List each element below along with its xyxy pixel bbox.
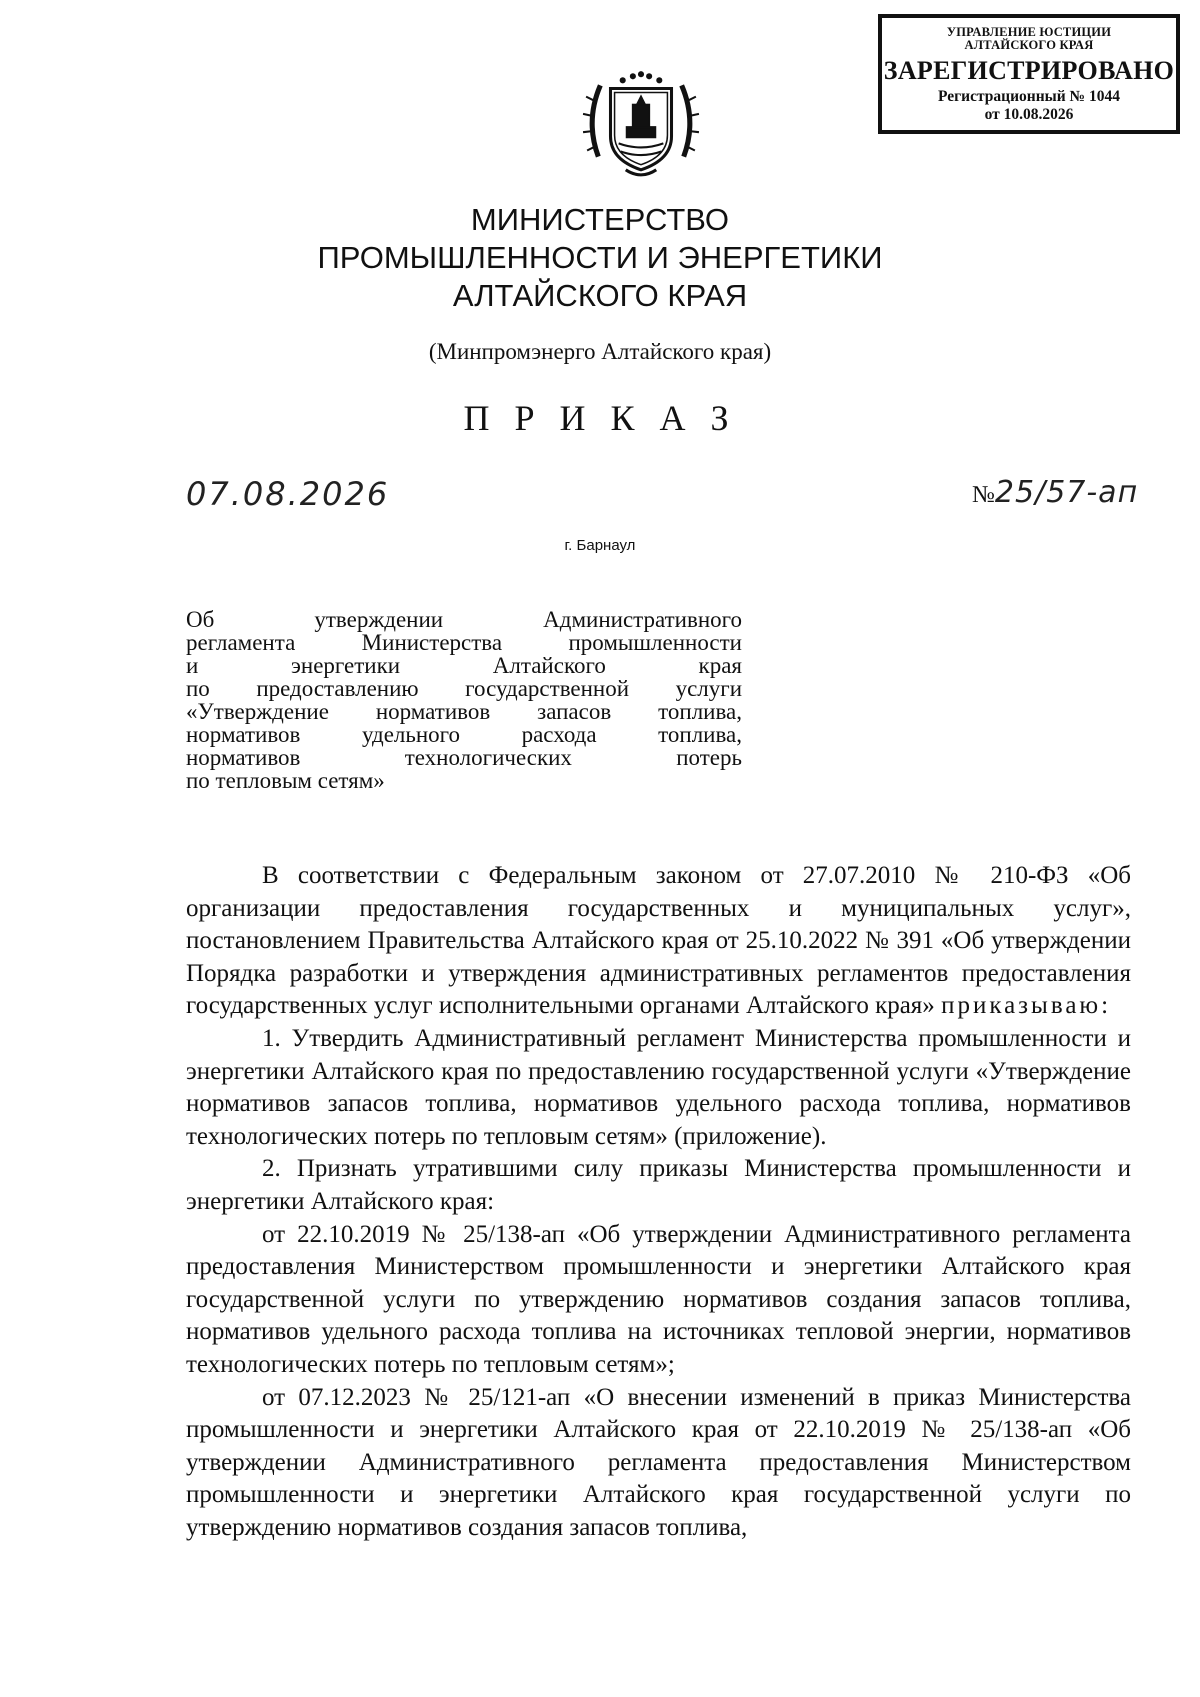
order-subject bbox=[186, 608, 742, 792]
stamp-reg-number: Регистрационный № 1044 bbox=[938, 88, 1120, 105]
ministry-title-line3: АЛТАЙСКОГО КРАЯ bbox=[452, 278, 748, 313]
subject-line: по тепловым сетям» bbox=[186, 768, 385, 793]
subject-line: нормативов технологических потерь bbox=[186, 745, 742, 770]
order-number-handwritten: 25/57-ап bbox=[994, 475, 1139, 510]
repealed-order-1-paragraph: от 22.10.2019 № 25/138-ап «Об утверждении Административного регламента предоставления Министерством промышленности и энергетики Алтайского края государственной услуги по утверждению нормативов создания запасов топлива, нормативов удельного расхода топлива на источниках тепловой энергии, нормативов технологических потерь по тепловым сетям»; bbox=[186, 1220, 1131, 1378]
stamp-status: ЗАРЕГИСТРИРОВАНО bbox=[883, 56, 1175, 85]
coat-of-arms-icon bbox=[580, 60, 702, 182]
subject-line: и энергетики Алтайского края bbox=[186, 653, 742, 678]
order-body bbox=[186, 860, 1131, 1544]
registration-stamp bbox=[878, 14, 1180, 134]
document-type-title: П Р И К А З bbox=[463, 398, 737, 438]
clause-1-paragraph: 1. Утвердить Административный регламент Министерства промышленности и энергетики Алтайского края по предоставлению государственной услуги «Утверждение нормативов запасов топлива, нормативов удельного расхода топлива, нормативов технологических потерь по тепловым сетям» (приложение). bbox=[186, 1024, 1131, 1150]
ministry-title-line2: ПРОМЫШЛЕННОСТИ И ЭНЕРГЕТИКИ bbox=[317, 240, 883, 275]
repealed-order-2-paragraph: от 07.12.2023 № 25/121-ап «О внесении изменений в приказ Министерства промышленности и энергетики Алтайского края от 22.10.2019 № 25/138-ап «Об утверждении Административного регламента предоставления Министерством промышленности и энергетики Алтайского края государственной услуги по утверждению нормативов создания запасов топлива, bbox=[186, 1383, 1131, 1541]
number-sign: № bbox=[972, 482, 995, 508]
ministry-short-name: (Минпромэнерго Алтайского края) bbox=[428, 339, 772, 364]
subject-line: «Утверждение нормативов запасов топлива, bbox=[186, 699, 742, 724]
order-number bbox=[972, 475, 1138, 513]
ministry-title-line1: МИНИСТЕРСТВО bbox=[470, 202, 730, 237]
subject-line: по предоставлению государственной услуги bbox=[186, 676, 742, 701]
stamp-authority-line2: АЛТАЙСКОГО КРАЯ bbox=[964, 38, 1094, 52]
preamble-paragraph bbox=[186, 860, 1131, 1023]
subject-line: нормативов удельного расхода топлива, bbox=[186, 722, 742, 747]
stamp-reg-date: от 10.08.2026 bbox=[984, 106, 1074, 123]
preamble-text: В соответствии с Федеральным законом от 27.07.2010 № 210-ФЗ «Об организации предоставления государственных и муниципальных услуг», постановлением Правительства Алтайского края от 25.10.2022 № 391 «Об утверждении Порядка разработки и утверждения административных регламентов предоставления государственных услуг исполнительными органами Алтайского края» bbox=[186, 862, 1131, 1020]
stamp-authority-line1: УПРАВЛЕНИЕ ЮСТИЦИИ bbox=[946, 25, 1112, 39]
subject-line: регламента Министерства промышленности bbox=[186, 630, 742, 655]
order-word: приказываю: bbox=[941, 992, 1112, 1020]
city-label: г. Барнаул bbox=[564, 537, 636, 554]
subject-line: Об утверждении Административного bbox=[186, 607, 742, 632]
clause-2-paragraph: 2. Признать утратившими силу приказы Министерства промышленности и энергетики Алтайского края: bbox=[186, 1155, 1131, 1215]
order-date-handwritten: 07.08.2026 bbox=[186, 475, 390, 513]
